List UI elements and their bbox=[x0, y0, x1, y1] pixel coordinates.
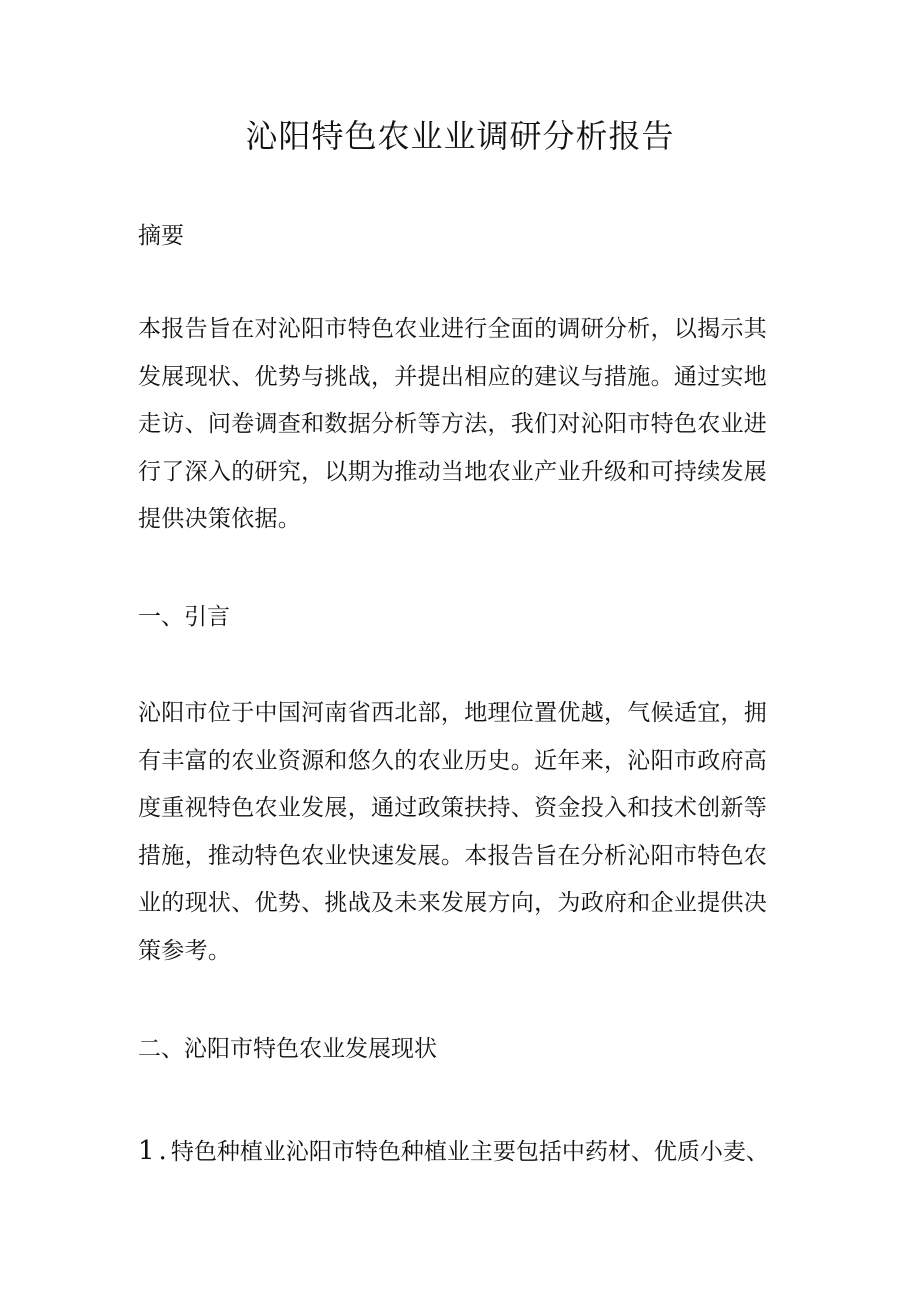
list-item-number: 1. bbox=[138, 1136, 171, 1166]
document-title: 沁阳特色农业业调研分析报告 bbox=[245, 117, 675, 155]
section-heading-introduction: 一、引言 bbox=[138, 604, 230, 630]
introduction-line: 业的现状、优势、挑战及未来发展方向，为政府和企业提供决 bbox=[138, 890, 768, 916]
abstract-line: 走访、问卷调查和数据分析等方法，我们对沁阳市特色农业进 bbox=[138, 411, 768, 437]
abstract-line: 本报告旨在对沁阳市特色农业进行全面的调研分析，以揭示其 bbox=[138, 316, 768, 342]
section-heading-status: 二、沁阳市特色农业发展现状 bbox=[138, 1036, 437, 1062]
abstract-line: 发展现状、优势与挑战，并提出相应的建议与措施。通过实地 bbox=[138, 363, 768, 390]
introduction-paragraph bbox=[138, 690, 778, 975]
introduction-line: 措施，推动特色农业快速发展。本报告旨在分析沁阳市特色农 bbox=[138, 842, 768, 869]
introduction-line: 有丰富的农业资源和悠久的农业历史。近年来，沁阳市政府高 bbox=[138, 747, 768, 774]
abstract-paragraph bbox=[138, 306, 778, 544]
abstract-line: 提供决策依据。 bbox=[138, 506, 302, 532]
introduction-line: 度重视特色农业发展，通过政策扶持、资金投入和技术创新等 bbox=[138, 795, 768, 821]
introduction-line: 策参考。 bbox=[138, 937, 232, 964]
abstract-line: 行了深入的研究，以期为推动当地农业产业升级和可持续发展 bbox=[138, 458, 768, 485]
introduction-line: 沁阳市位于中国河南省西北部，地理位置优越，气候适宜，拥 bbox=[138, 700, 768, 726]
abstract-heading: 摘要 bbox=[138, 223, 184, 249]
list-item-text: 特色种植业沁阳市特色种植业主要包括中药材、优质小麦、 bbox=[170, 1139, 769, 1165]
list-item-1 bbox=[138, 1134, 788, 1169]
